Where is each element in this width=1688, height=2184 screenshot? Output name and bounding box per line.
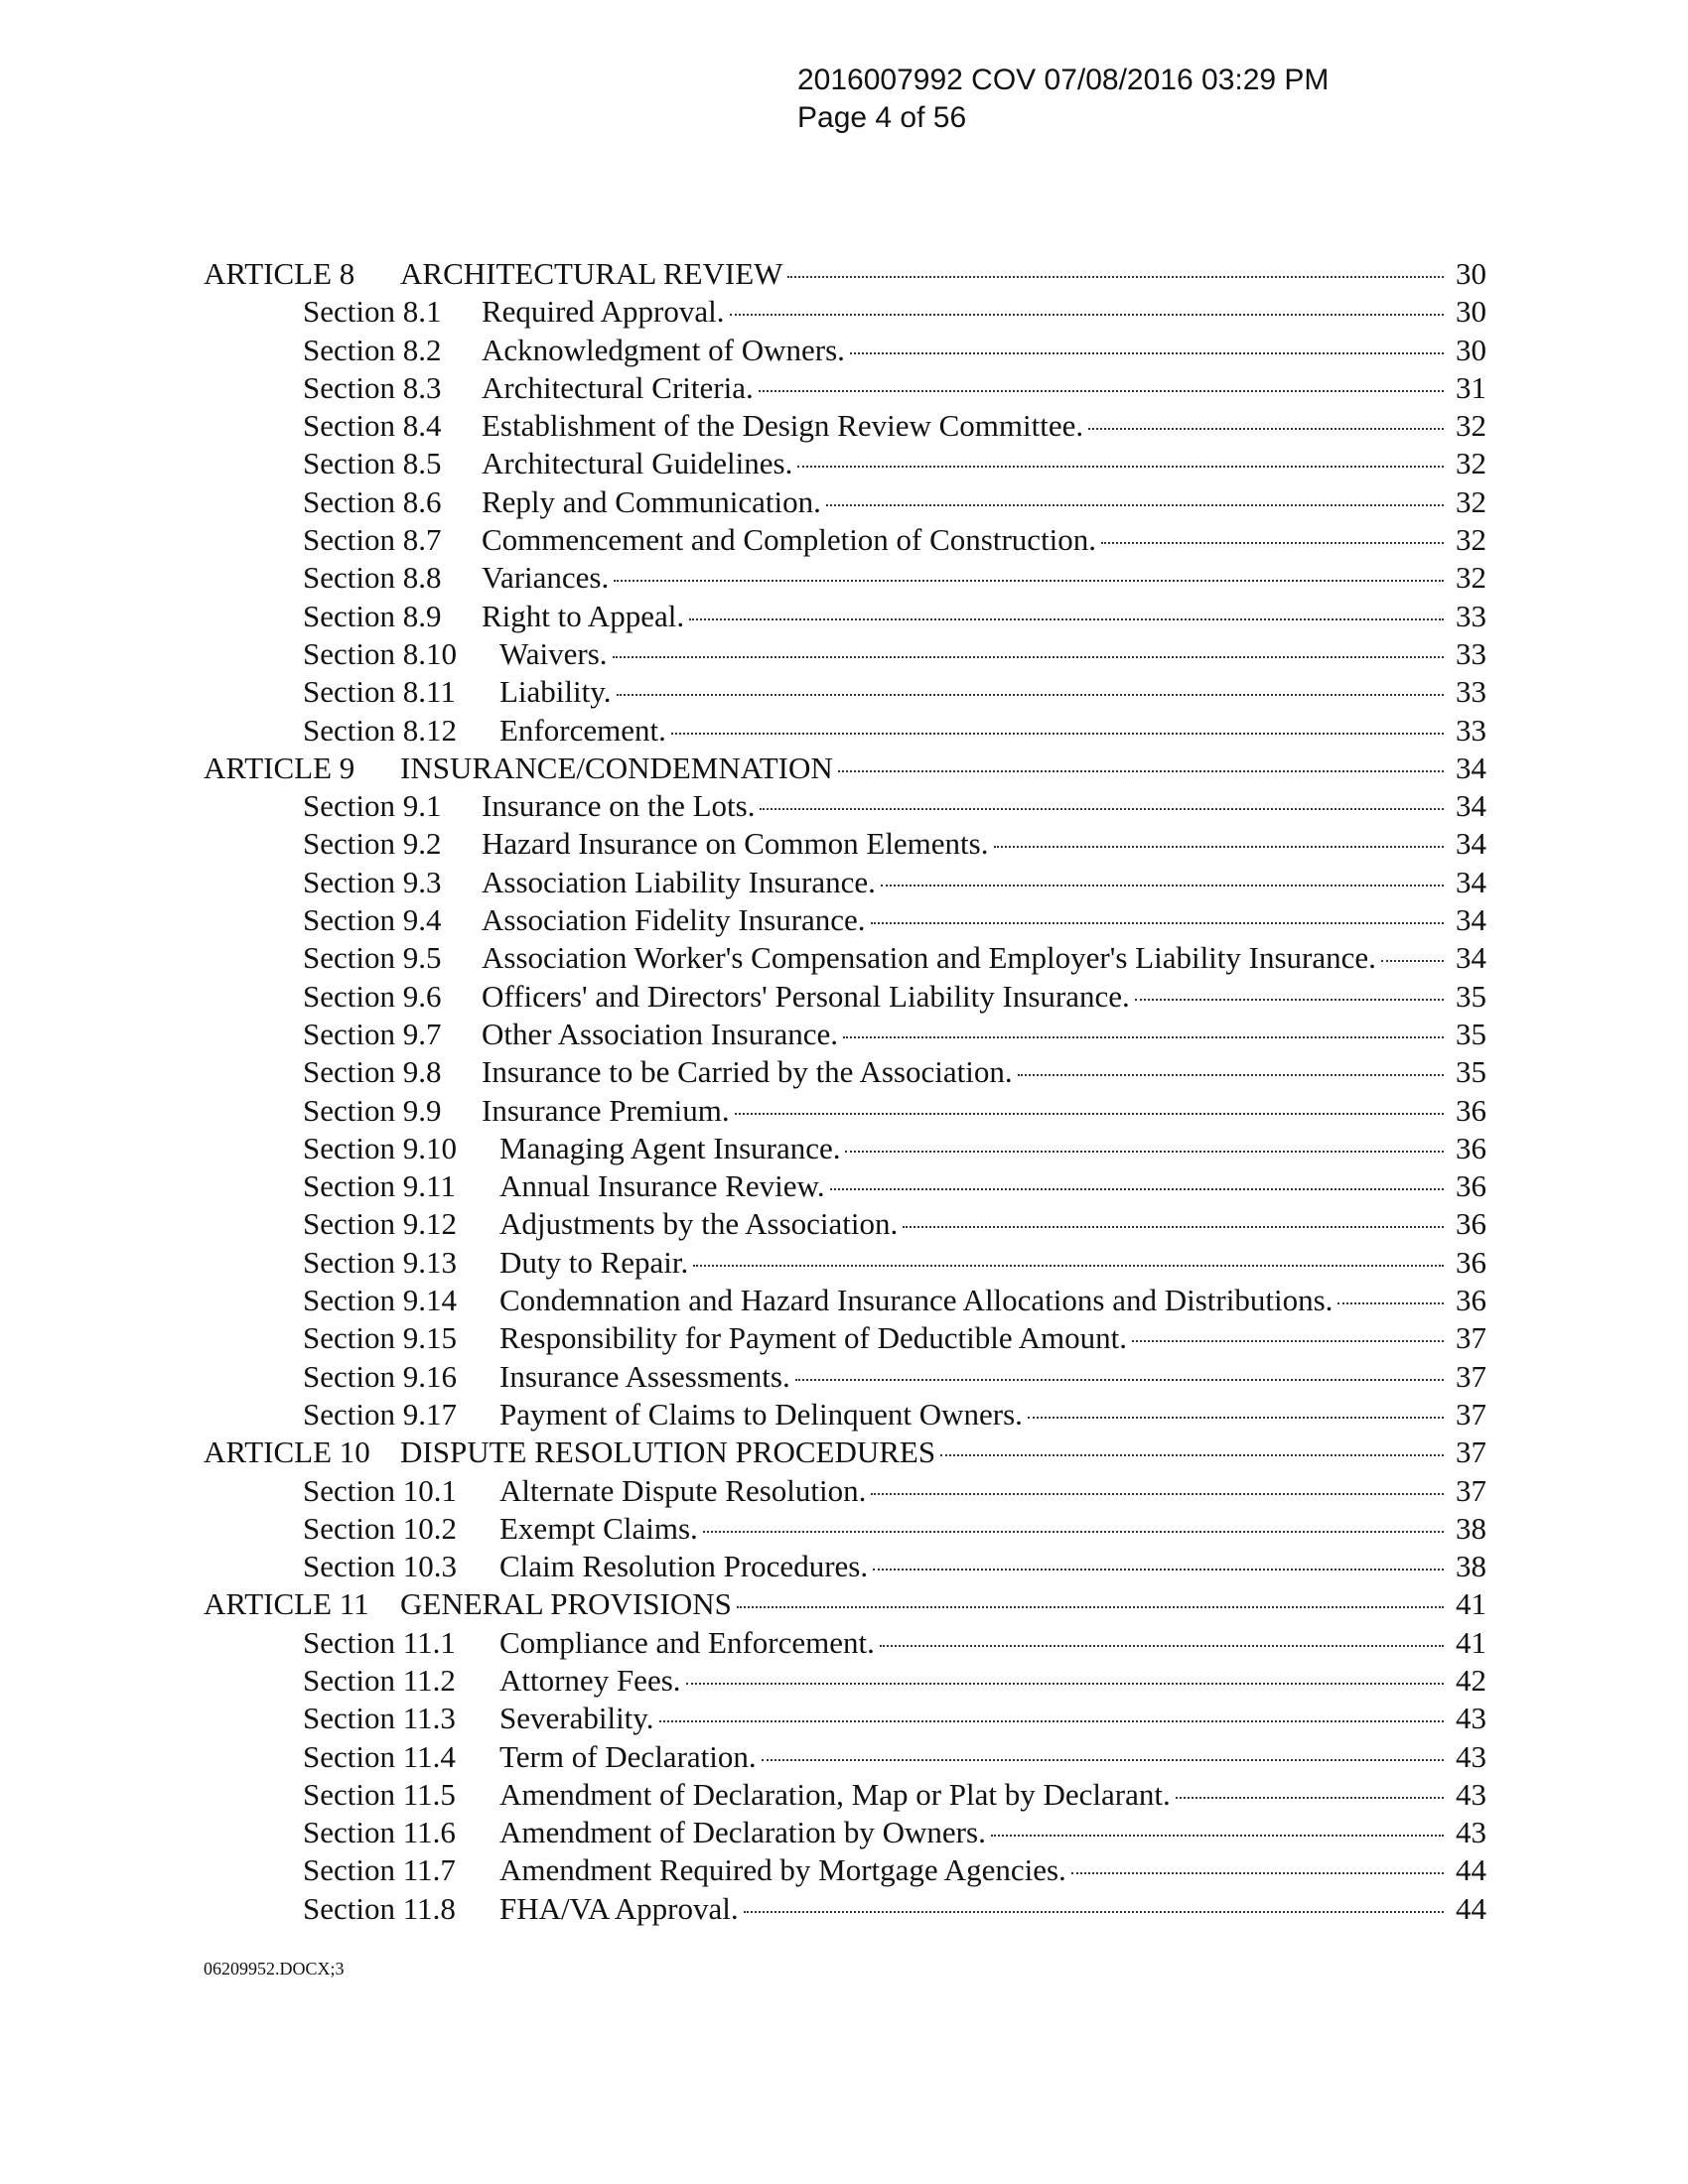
dot-leader (730, 314, 1444, 316)
page-number: 31 (1456, 369, 1486, 405)
section-title: Insurance on the Lots. (482, 788, 756, 824)
page-number: 37 (1456, 1358, 1486, 1394)
dot-leader (762, 1759, 1444, 1761)
dot-leader (693, 1265, 1444, 1267)
section-title: Annual Insurance Review. (499, 1168, 825, 1204)
toc-section-row (204, 1320, 1486, 1358)
toc-section-row (204, 788, 1486, 826)
section-title: Commencement and Completion of Construction. (482, 522, 1097, 558)
section-number: Section 11.5 (303, 1776, 456, 1812)
toc-section-row (204, 446, 1486, 483)
toc-section-row (204, 1815, 1486, 1852)
toc-section-row (204, 1245, 1486, 1283)
page-number: 38 (1456, 1549, 1486, 1584)
section-number: Section 9.4 (303, 902, 442, 938)
dot-leader (1018, 1074, 1444, 1076)
toc-section-row (204, 560, 1486, 598)
toc-section-row (204, 826, 1486, 864)
page-number: 38 (1456, 1510, 1486, 1546)
section-number: Section 8.2 (303, 332, 442, 367)
dot-leader (940, 1454, 1444, 1456)
section-title: Liability. (499, 674, 612, 710)
page-number: 35 (1456, 1054, 1486, 1090)
toc-section-row (204, 865, 1486, 902)
section-number: Section 11.3 (303, 1701, 456, 1736)
section-number: Section 8.6 (303, 483, 442, 519)
dot-leader (1381, 960, 1444, 962)
stamp-record-line: 2016007992 COV 07/08/2016 03:29 PM (797, 64, 1330, 96)
dot-leader (760, 808, 1444, 810)
article-number: ARTICLE 8 (204, 256, 355, 291)
toc-section-row (204, 1283, 1486, 1320)
dot-leader (614, 580, 1444, 582)
dot-leader (1101, 542, 1444, 544)
dot-leader (881, 885, 1444, 887)
dot-leader (1176, 1797, 1444, 1799)
section-number: Section 10.3 (303, 1549, 457, 1584)
page-number: 36 (1456, 1206, 1486, 1242)
section-number: Section 8.9 (303, 598, 442, 633)
section-title: Adjustments by the Association. (499, 1206, 899, 1242)
toc-section-row (204, 1852, 1486, 1890)
section-title: Officers' and Directors' Personal Liability Insurance. (482, 978, 1130, 1014)
section-title: Acknowledgment of Owners. (482, 332, 845, 367)
dot-leader (991, 1835, 1444, 1837)
page-number: 34 (1456, 826, 1486, 862)
toc-article-row (204, 1434, 1486, 1472)
page-number: 30 (1456, 332, 1486, 367)
section-title: Architectural Criteria. (482, 369, 754, 405)
dot-leader (826, 504, 1444, 506)
toc-section-row (204, 1017, 1486, 1054)
toc-section-row (204, 1093, 1486, 1131)
dot-leader (797, 466, 1444, 468)
dot-leader (845, 1151, 1444, 1153)
section-number: Section 11.6 (303, 1815, 456, 1850)
page-number: 37 (1456, 1472, 1486, 1508)
section-title: Term of Declaration. (499, 1738, 757, 1774)
section-title: Severability. (499, 1701, 654, 1736)
dot-leader (994, 846, 1445, 848)
section-title: Association Liability Insurance. (482, 864, 876, 899)
dot-leader (1135, 999, 1444, 1001)
toc-section-row (204, 902, 1486, 940)
page-number: 42 (1456, 1662, 1486, 1698)
section-number: Section 9.3 (303, 864, 442, 899)
section-title: Right to Appeal. (482, 598, 685, 633)
dot-leader (873, 1569, 1444, 1570)
section-number: Section 9.5 (303, 940, 442, 976)
section-title: Architectural Guidelines. (482, 446, 793, 481)
page-number: 33 (1456, 712, 1486, 748)
page-number: 32 (1456, 408, 1486, 444)
page-number: 36 (1456, 1168, 1486, 1204)
dot-leader (671, 733, 1444, 735)
article-title: INSURANCE/CONDEMNATION (400, 750, 833, 785)
section-title: Managing Agent Insurance. (499, 1130, 841, 1165)
page-number: 32 (1456, 522, 1486, 558)
page-number: 41 (1456, 1624, 1486, 1660)
toc-section-row (204, 408, 1486, 446)
page-number: 36 (1456, 1244, 1486, 1280)
section-title: Claim Resolution Procedures. (499, 1549, 869, 1584)
section-title: Insurance Assessments. (499, 1358, 790, 1394)
toc-section-row (204, 1701, 1486, 1738)
article-title: DISPUTE RESOLUTION PROCEDURES (400, 1434, 936, 1470)
dot-leader (838, 770, 1444, 772)
article-number: ARTICLE 10 (204, 1434, 370, 1470)
toc-section-row (204, 294, 1486, 332)
dot-leader (703, 1531, 1444, 1533)
dot-leader (871, 922, 1444, 924)
page-number: 30 (1456, 256, 1486, 291)
section-title: Insurance to be Carried by the Association. (482, 1054, 1013, 1090)
recording-stamp (797, 62, 1329, 137)
toc-section-row (204, 1777, 1486, 1815)
toc-article-row (204, 1586, 1486, 1624)
section-title: Compliance and Enforcement. (499, 1624, 875, 1660)
toc-section-row (204, 1663, 1486, 1701)
section-number: Section 9.1 (303, 788, 442, 824)
page-number: 32 (1456, 560, 1486, 596)
dot-leader (871, 1493, 1444, 1495)
section-number: Section 11.1 (303, 1624, 456, 1660)
section-title: Alternate Dispute Resolution. (499, 1472, 867, 1508)
section-number: Section 9.12 (303, 1206, 457, 1242)
toc-section-row (204, 1739, 1486, 1777)
toc-section-row (204, 333, 1486, 370)
page-number: 35 (1456, 978, 1486, 1014)
section-number: Section 11.4 (303, 1738, 456, 1774)
page-number: 43 (1456, 1701, 1486, 1736)
toc-section-row (204, 940, 1486, 978)
dot-leader (689, 618, 1444, 620)
article-number: ARTICLE 9 (204, 750, 355, 785)
dot-leader (737, 1606, 1444, 1608)
page-number: 34 (1456, 864, 1486, 899)
section-number: Section 9.6 (303, 978, 442, 1014)
section-title: Condemnation and Hazard Insurance Allocations and Distributions. (499, 1283, 1334, 1318)
section-number: Section 9.8 (303, 1054, 442, 1090)
dot-leader (735, 1113, 1444, 1115)
section-title: Variances. (482, 560, 610, 596)
section-number: Section 8.4 (303, 408, 442, 444)
dot-leader (843, 1036, 1444, 1038)
page-number: 34 (1456, 902, 1486, 938)
section-number: Section 8.5 (303, 446, 442, 481)
toc-section-row (204, 713, 1486, 751)
dot-leader (795, 1379, 1444, 1381)
section-title: Exempt Claims. (499, 1510, 698, 1546)
section-title: Association Fidelity Insurance. (482, 902, 866, 938)
section-title: Waivers. (499, 635, 608, 671)
dot-leader (617, 694, 1445, 696)
section-number: Section 9.2 (303, 826, 442, 862)
section-title: Hazard Insurance on Common Elements. (482, 826, 989, 862)
section-number: Section 9.10 (303, 1130, 457, 1165)
dot-leader (659, 1720, 1444, 1722)
toc-section-row (204, 370, 1486, 408)
section-number: Section 9.14 (303, 1283, 457, 1318)
section-title: Enforcement. (499, 712, 666, 748)
section-number: Section 9.13 (303, 1244, 457, 1280)
toc-section-row (204, 1511, 1486, 1549)
page-number: 34 (1456, 788, 1486, 824)
dot-leader (744, 1911, 1444, 1913)
section-title: Reply and Communication. (482, 483, 821, 519)
dot-leader (1028, 1417, 1444, 1419)
toc-section-row (204, 484, 1486, 522)
toc-section-row (204, 1054, 1486, 1092)
page-number: 34 (1456, 940, 1486, 976)
toc-section-row (204, 1473, 1486, 1511)
section-number: Section 10.2 (303, 1510, 457, 1546)
toc-section-row (204, 1625, 1486, 1663)
section-title: Amendment of Declaration, Map or Plat by Declarant. (499, 1776, 1171, 1812)
dot-leader (1088, 428, 1444, 430)
dot-leader (880, 1645, 1444, 1647)
section-number: Section 11.2 (303, 1662, 456, 1698)
page-number: 43 (1456, 1776, 1486, 1812)
toc-article-row (204, 751, 1486, 788)
dot-leader (759, 390, 1444, 392)
page-number: 43 (1456, 1815, 1486, 1850)
dot-leader (1337, 1302, 1444, 1304)
page-number: 44 (1456, 1890, 1486, 1926)
page-number: 37 (1456, 1320, 1486, 1356)
section-number: Section 9.16 (303, 1358, 457, 1394)
section-title: Required Approval. (482, 294, 725, 330)
page-number: 33 (1456, 635, 1486, 671)
dot-leader (613, 656, 1444, 658)
section-number: Section 8.7 (303, 522, 442, 558)
dot-leader (787, 276, 1444, 278)
toc-section-row (204, 636, 1486, 674)
toc-section-row (204, 1891, 1486, 1929)
page-number: 32 (1456, 483, 1486, 519)
toc-section-row (204, 1397, 1486, 1434)
page-number: 36 (1456, 1283, 1486, 1318)
section-title: Insurance Premium. (482, 1092, 730, 1128)
article-title: GENERAL PROVISIONS (400, 1586, 732, 1622)
section-number: Section 8.12 (303, 712, 457, 748)
toc-section-row (204, 1168, 1486, 1206)
section-title: Responsibility for Payment of Deductible Amount. (499, 1320, 1127, 1356)
page-number: 44 (1456, 1852, 1486, 1888)
section-title: Other Association Insurance. (482, 1016, 838, 1051)
section-number: Section 8.1 (303, 294, 442, 330)
table-of-contents (204, 256, 1486, 1929)
dot-leader (850, 352, 1444, 354)
page-number: 36 (1456, 1130, 1486, 1165)
dot-leader (686, 1683, 1444, 1685)
page-number: 30 (1456, 294, 1486, 330)
section-number: Section 8.3 (303, 369, 442, 405)
dot-leader (830, 1188, 1444, 1190)
toc-section-row (204, 1359, 1486, 1397)
section-number: Section 9.15 (303, 1320, 457, 1356)
section-number: Section 10.1 (303, 1472, 457, 1508)
page-number: 35 (1456, 1016, 1486, 1051)
toc-section-row (204, 1206, 1486, 1244)
page-number: 37 (1456, 1434, 1486, 1470)
section-title: Duty to Repair. (499, 1244, 689, 1280)
page-number: 32 (1456, 446, 1486, 481)
article-title: ARCHITECTURAL REVIEW (400, 256, 783, 291)
toc-section-row (204, 599, 1486, 636)
section-title: Amendment Required by Mortgage Agencies. (499, 1852, 1066, 1888)
toc-section-row (204, 522, 1486, 560)
toc-article-row (204, 256, 1486, 294)
page-number: 43 (1456, 1738, 1486, 1774)
section-title: Association Worker's Compensation and Employer's Liability Insurance. (482, 940, 1376, 976)
toc-section-row (204, 674, 1486, 712)
section-number: Section 8.10 (303, 635, 457, 671)
page-number: 41 (1456, 1586, 1486, 1622)
page-number: 33 (1456, 598, 1486, 633)
section-number: Section 9.17 (303, 1396, 457, 1432)
page-number: 36 (1456, 1092, 1486, 1128)
stamp-page-line: Page 4 of 56 (797, 101, 967, 134)
dot-leader (1071, 1872, 1444, 1874)
section-title: FHA/VA Approval. (499, 1890, 739, 1926)
section-number: Section 11.7 (303, 1852, 456, 1888)
section-title: Amendment of Declaration by Owners. (499, 1815, 986, 1850)
toc-section-row (204, 979, 1486, 1017)
section-number: Section 11.8 (303, 1890, 456, 1926)
section-title: Attorney Fees. (499, 1662, 681, 1698)
section-number: Section 9.7 (303, 1016, 442, 1051)
section-number: Section 9.9 (303, 1092, 442, 1128)
toc-section-row (204, 1549, 1486, 1586)
toc-section-row (204, 1131, 1486, 1168)
document-id: 06209952.DOCX;3 (204, 1959, 345, 1979)
page-number: 34 (1456, 750, 1486, 785)
section-title: Payment of Claims to Delinquent Owners. (499, 1396, 1023, 1432)
page-number: 33 (1456, 674, 1486, 710)
section-number: Section 9.11 (303, 1168, 456, 1204)
section-title: Establishment of the Design Review Committee. (482, 408, 1084, 444)
page-number: 37 (1456, 1396, 1486, 1432)
dot-leader (903, 1226, 1444, 1228)
article-number: ARTICLE 11 (204, 1586, 369, 1622)
dot-leader (1132, 1340, 1444, 1342)
section-number: Section 8.8 (303, 560, 442, 596)
section-number: Section 8.11 (303, 674, 456, 710)
